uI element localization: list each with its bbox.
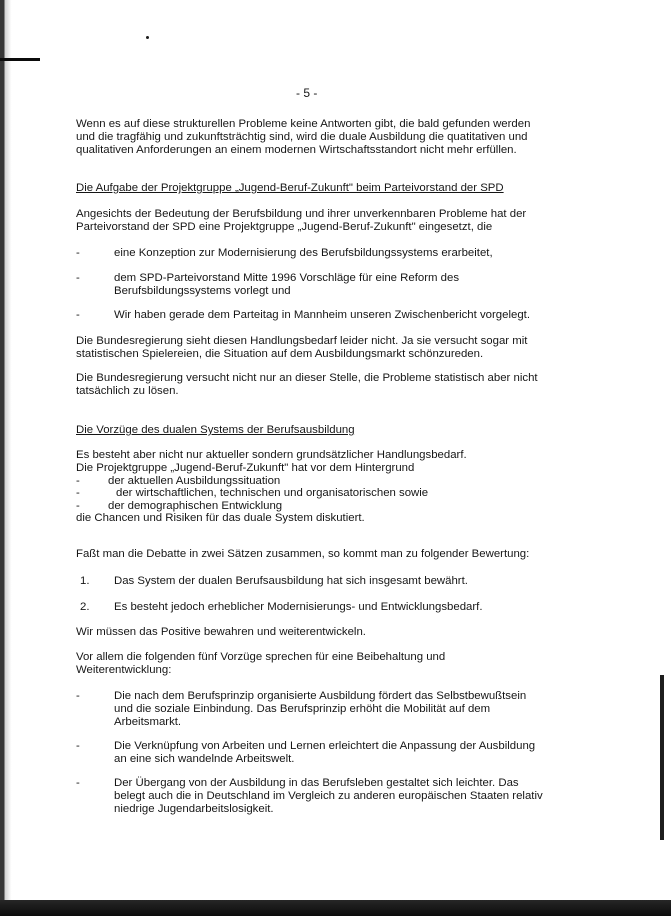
scan-left-edge [0,0,12,916]
section2-line: Es besteht aber nicht nur aktueller sondern grundsätzlicher Handlungsbedarf. [76,449,467,461]
section-heading-projektgruppe: Die Aufgabe der Projektgruppe „Jugend-Beruf-Zukunft" beim Parteivorstand der SPD [76,182,504,194]
bullet-dash: - [76,487,80,499]
vorzug-item: Die nach dem Berufsprinzip organisierte Ausbildung fördert das Selbstbewußtsein und die soziale Einbindung. Das Berufsprinzip erhöht die Mobilität auf dem Arbeitsmarkt. [114,690,527,728]
list-number: 1. [80,575,90,587]
intro-paragraph: Wenn es auf diese strukturellen Probleme keine Antworten gibt, die bald gefunden werden und die tragfähig und zukunftsträchtig sind, wird die duale Ausbildung die quatitativen und qualitativen Anforderungen an einem modernen Wirtschaftsstandort nicht mehr erfüllen. [76,118,531,156]
bullet-item: Wir haben gerade dem Parteitag in Mannheim unseren Zwischenbericht vorgelegt. [114,309,530,321]
numbered-item: Das System der dualen Berufsausbildung hat sich insgesamt bewährt. [114,575,468,587]
vorzug-item: Der Übergang von der Ausbildung in das Berufsleben gestaltet sich leichter. Das belegt auch die in Deutschland im Vergleich zu anderen europäischen Staaten relativ niedrige Jugendarbeitslosigkeit. [114,777,543,815]
sub-list-item: der wirtschaftlichen, technischen und organisatorischen sowie [116,487,429,499]
section2-line: die Chancen und Risiken für das duale System diskutiert. [76,512,365,524]
vorzug-item: Die Verknüpfung von Arbeiten und Lernen erleichtert die Anpassung der Ausbildung an eine sich wandelnde Arbeitswelt. [114,740,536,765]
section-heading-vorzuege: Die Vorzüge des dualen Systems der Berufsausbildung [76,424,355,436]
section1-paragraph-2: Die Bundesregierung sieht diesen Handlungsbedarf leider nicht. Ja sie versucht sogar mit statistischen Spielereien, die Situation auf dem Ausbildungsmarkt schönzureden. [76,335,528,360]
sub-list-item: der aktuellen Ausbildungssituation [108,475,281,487]
bullet-dash: - [76,272,80,284]
bullet-dash: - [76,777,80,789]
bullet-dash: - [76,247,80,259]
bullet-dash: - [76,690,80,702]
page-number: - 5 - [296,86,318,100]
sub-list-item: der demographischen Entwicklung [108,500,283,512]
scan-corner-mark [0,58,40,61]
list-number: 2. [80,601,90,613]
bullet-dash: - [76,740,80,752]
section1-paragraph: Angesichts der Bedeutung der Berufsbildung und ihrer unverkennbaren Probleme hat der Parteivorstand der SPD eine Projektgruppe „Jugend-Beruf-Zukunft" eingesetzt, die [76,208,527,233]
vorzuege-paragraph: Vor allem die folgenden fünf Vorzüge sprechen für eine Beibehaltung und Weiterentwicklung: [76,651,446,676]
summary-paragraph: Faßt man die Debatte in zwei Sätzen zusammen, so kommt man zu folgender Bewertung: [76,548,530,560]
bullet-dash: - [76,309,80,321]
scan-right-mark [660,675,664,840]
section2-line: Die Projektgruppe „Jugend-Beruf-Zukunft" hat vor dem Hintergrund [76,462,415,474]
bullet-dash: - [76,500,80,512]
bullet-item: dem SPD-Parteivorstand Mitte 1996 Vorschläge für eine Reform des Berufsbildungssystems vorlegt und [114,272,460,297]
positive-paragraph: Wir müssen das Positive bewahren und weiterentwickeln. [76,626,366,638]
scan-bottom-edge [0,900,671,916]
bullet-item: eine Konzeption zur Modernisierung des Berufsbildungssystems erarbeitet, [114,247,493,259]
numbered-item: Es besteht jedoch erheblicher Modernisierungs- und Entwicklungsbedarf. [114,601,483,613]
scan-speck [146,36,149,39]
bullet-dash: - [76,475,80,487]
section1-paragraph-3: Die Bundesregierung versucht nicht nur an dieser Stelle, die Probleme statistisch aber nicht tatsächlich zu lösen. [76,372,538,397]
